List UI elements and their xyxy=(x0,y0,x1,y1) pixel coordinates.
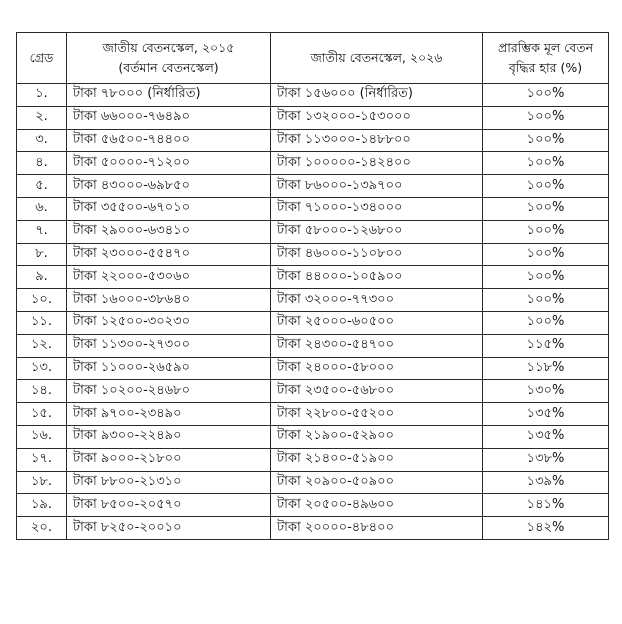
pay-scale-table xyxy=(16,32,609,540)
grade-cell: ২০. xyxy=(17,517,67,540)
increase-rate-cell: ১৩০% xyxy=(483,380,609,403)
increase-rate-cell: ১৪২% xyxy=(483,517,609,540)
increase-rate-cell: ১০০% xyxy=(483,311,609,334)
new-scale-cell: টাকা ১১৩০০০-১৪৮৮০০ xyxy=(271,129,483,152)
increase-rate-cell: ১৩৮% xyxy=(483,448,609,471)
old-scale-cell: টাকা ৯৭০০-২৩৪৯০ xyxy=(67,403,271,426)
table-row xyxy=(17,129,609,152)
grade-cell: ১২. xyxy=(17,334,67,357)
old-scale-cell: টাকা ১১০০০-২৬৫৯০ xyxy=(67,357,271,380)
table-row xyxy=(17,357,609,380)
old-scale-cell: টাকা ৫৬৫০০-৭৪৪০০ xyxy=(67,129,271,152)
table-row xyxy=(17,425,609,448)
old-scale-cell: টাকা ১০২০০-২৪৬৮০ xyxy=(67,380,271,403)
increase-rate-cell: ১০০% xyxy=(483,243,609,266)
new-scale-cell: টাকা ১৩২০০০-১৫৩০০০ xyxy=(271,106,483,129)
table-row xyxy=(17,266,609,289)
new-scale-cell: টাকা ২৪৩০০-৫৪৭০০ xyxy=(271,334,483,357)
increase-rate-cell: ১১৫% xyxy=(483,334,609,357)
grade-cell: ১০. xyxy=(17,289,67,312)
header-increase-rate xyxy=(483,33,609,84)
old-scale-cell: টাকা ৯০০০-২১৮০০ xyxy=(67,448,271,471)
header-new-scale: জাতীয় বেতনস্কেল, ২০২৬ xyxy=(271,33,483,84)
header-old-scale-title: জাতীয় বেতনস্কেল, ২০১৫ xyxy=(102,40,235,55)
new-scale-cell: টাকা ২৪০০০-৫৮০০০ xyxy=(271,357,483,380)
grade-cell: ৭. xyxy=(17,220,67,243)
old-scale-cell: টাকা ২২০০০-৫৩০৬০ xyxy=(67,266,271,289)
increase-rate-cell: ১০০% xyxy=(483,197,609,220)
new-scale-cell: টাকা ৮৬০০০-১৩৯৭০০ xyxy=(271,175,483,198)
new-scale-cell: টাকা ১৫৬০০০ (নির্ধারিত) xyxy=(271,84,483,107)
grade-cell: ১৬. xyxy=(17,425,67,448)
new-scale-cell: টাকা ৭১০০০-১৩৪০০০ xyxy=(271,197,483,220)
new-scale-cell: টাকা ৩২০০০-৭৭৩০০ xyxy=(271,289,483,312)
increase-rate-cell: ১১৮% xyxy=(483,357,609,380)
grade-cell: ১১. xyxy=(17,311,67,334)
old-scale-cell: টাকা ৩৫৫০০-৬৭০১০ xyxy=(67,197,271,220)
table-row xyxy=(17,517,609,540)
grade-cell: ৬. xyxy=(17,197,67,220)
increase-rate-cell: ১০০% xyxy=(483,266,609,289)
increase-rate-cell: ১৩৫% xyxy=(483,403,609,426)
grade-cell: ৯. xyxy=(17,266,67,289)
increase-rate-cell: ১০০% xyxy=(483,152,609,175)
header-old-scale-subtitle: (বর্তমান বেতনস্কেল) xyxy=(118,60,219,75)
grade-cell: ৩. xyxy=(17,129,67,152)
old-scale-cell: টাকা ৮৮০০-২১৩১০ xyxy=(67,471,271,494)
grade-cell: ১. xyxy=(17,84,67,107)
increase-rate-cell: ১০০% xyxy=(483,84,609,107)
table-row xyxy=(17,334,609,357)
old-scale-cell: টাকা ২৯০০০-৬৩৪১০ xyxy=(67,220,271,243)
table-row xyxy=(17,243,609,266)
old-scale-cell: টাকা ৮২৫০-২০০১০ xyxy=(67,517,271,540)
grade-cell: ১৯. xyxy=(17,494,67,517)
grade-cell: ১৮. xyxy=(17,471,67,494)
table-row xyxy=(17,403,609,426)
increase-rate-cell: ১৩৯% xyxy=(483,471,609,494)
new-scale-cell: টাকা ৪৪০০০-১০৫৯০০ xyxy=(271,266,483,289)
new-scale-cell: টাকা ২৩৫০০-৫৬৮০০ xyxy=(271,380,483,403)
old-scale-cell: টাকা ৯৩০০-২২৪৯০ xyxy=(67,425,271,448)
table-row xyxy=(17,311,609,334)
new-scale-cell: টাকা ২১৯০০-৫২৯০০ xyxy=(271,425,483,448)
header-old-scale xyxy=(67,33,271,84)
increase-rate-cell: ১০০% xyxy=(483,289,609,312)
increase-rate-cell: ১০০% xyxy=(483,129,609,152)
grade-cell: ২. xyxy=(17,106,67,129)
old-scale-cell: টাকা ১১৩০০-২৭৩০০ xyxy=(67,334,271,357)
old-scale-cell: টাকা ৬৬০০০-৭৬৪৯০ xyxy=(67,106,271,129)
new-scale-cell: টাকা ৪৬০০০-১১০৮০০ xyxy=(271,243,483,266)
new-scale-cell: টাকা ২২৮০০-৫৫২০০ xyxy=(271,403,483,426)
table-row xyxy=(17,175,609,198)
old-scale-cell: টাকা ১৬০০০-৩৮৬৪০ xyxy=(67,289,271,312)
new-scale-cell: টাকা ২১৪০০-৫১৯০০ xyxy=(271,448,483,471)
old-scale-cell: টাকা ৭৮০০০ (নির্ধারিত) xyxy=(67,84,271,107)
table-row xyxy=(17,84,609,107)
new-scale-cell: টাকা ২০০০০-৪৮৪০০ xyxy=(271,517,483,540)
new-scale-cell: টাকা ১০০০০০-১৪২৪০০ xyxy=(271,152,483,175)
old-scale-cell: টাকা ২৩০০০-৫৫৪৭০ xyxy=(67,243,271,266)
new-scale-cell: টাকা ২৫০০০-৬০৫০০ xyxy=(271,311,483,334)
grade-cell: ১৭. xyxy=(17,448,67,471)
table-row xyxy=(17,471,609,494)
header-grade: গ্রেড xyxy=(17,33,67,84)
table-header-row xyxy=(17,33,609,84)
table-row xyxy=(17,106,609,129)
increase-rate-cell: ১০০% xyxy=(483,106,609,129)
table-row xyxy=(17,494,609,517)
increase-rate-cell: ১৩৫% xyxy=(483,425,609,448)
increase-rate-cell: ১৪১% xyxy=(483,494,609,517)
grade-cell: ৫. xyxy=(17,175,67,198)
table-row xyxy=(17,152,609,175)
table-row xyxy=(17,448,609,471)
table-row xyxy=(17,220,609,243)
grade-cell: ১৪. xyxy=(17,380,67,403)
new-scale-cell: টাকা ২০৯০০-৫০৯০০ xyxy=(271,471,483,494)
table-row xyxy=(17,197,609,220)
grade-cell: ১৩. xyxy=(17,357,67,380)
table-row xyxy=(17,380,609,403)
table-row xyxy=(17,289,609,312)
old-scale-cell: টাকা ৪৩০০০-৬৯৮৫০ xyxy=(67,175,271,198)
header-increase-line1: প্রারম্ভিক মূল বেতন xyxy=(497,40,594,55)
old-scale-cell: টাকা ৫০০০০-৭১২০০ xyxy=(67,152,271,175)
increase-rate-cell: ১০০% xyxy=(483,175,609,198)
new-scale-cell: টাকা ২০৫০০-৪৯৬০০ xyxy=(271,494,483,517)
grade-cell: ৪. xyxy=(17,152,67,175)
old-scale-cell: টাকা ১২৫০০-৩০২৩০ xyxy=(67,311,271,334)
old-scale-cell: টাকা ৮৫০০-২০৫৭০ xyxy=(67,494,271,517)
increase-rate-cell: ১০০% xyxy=(483,220,609,243)
new-scale-cell: টাকা ৫৮০০০-১২৬৮০০ xyxy=(271,220,483,243)
grade-cell: ৮. xyxy=(17,243,67,266)
grade-cell: ১৫. xyxy=(17,403,67,426)
header-increase-line2: বৃদ্ধির হার (%) xyxy=(508,60,583,75)
